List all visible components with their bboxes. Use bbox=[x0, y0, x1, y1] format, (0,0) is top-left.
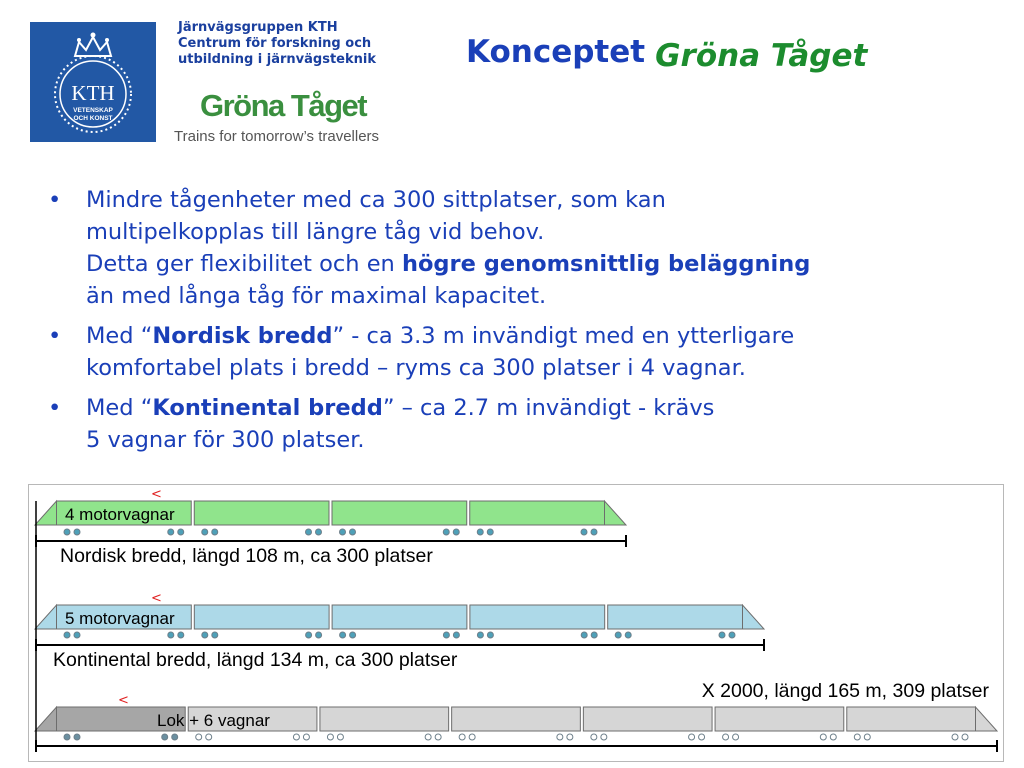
wheel bbox=[425, 734, 431, 740]
train-unit-label: 4 motorvagnar bbox=[65, 505, 175, 524]
train-car bbox=[583, 707, 712, 731]
wheel bbox=[74, 734, 80, 740]
wheel bbox=[581, 529, 587, 535]
wheel bbox=[962, 734, 968, 740]
train-car bbox=[320, 707, 449, 731]
wheel bbox=[162, 734, 168, 740]
chevron-marker: < bbox=[151, 591, 162, 606]
org-line-1: Järnvägsgruppen KTH bbox=[178, 20, 338, 35]
wheel bbox=[601, 734, 607, 740]
wheel bbox=[469, 734, 475, 740]
wheel bbox=[820, 734, 826, 740]
bullet-marker: • bbox=[48, 395, 62, 421]
bullet-1-emphasis: högre genomsnittlig beläggning bbox=[401, 251, 811, 277]
train-comparison-diagram bbox=[28, 484, 1004, 762]
train-nose-front bbox=[35, 605, 57, 629]
bullet-2-post: ” - ca 3.3 m invändigt med en ytterligare bbox=[332, 323, 795, 349]
wheel bbox=[350, 529, 356, 535]
train-caption: X 2000, längd 165 m, 309 platser bbox=[701, 680, 989, 702]
wheel bbox=[196, 734, 202, 740]
bullet-1-line-4: än med långa tåg för maximal kapacitet. bbox=[86, 283, 547, 309]
wheel bbox=[168, 632, 174, 638]
bullet-item bbox=[48, 184, 1008, 312]
bullet-1-line-3-text: Detta ger flexibilitet och en bbox=[86, 251, 402, 277]
wheel bbox=[699, 734, 705, 740]
wheel bbox=[459, 734, 465, 740]
wheel bbox=[64, 632, 70, 638]
bullet-3-pre: Med “ bbox=[86, 395, 153, 421]
wheel bbox=[719, 632, 725, 638]
wheel bbox=[567, 734, 573, 740]
train-nose-rear bbox=[605, 501, 627, 525]
wheel bbox=[689, 734, 695, 740]
wheel bbox=[477, 632, 483, 638]
wheel bbox=[303, 734, 309, 740]
org-line-2: Centrum för forskning och bbox=[178, 36, 372, 51]
wheel bbox=[340, 529, 346, 535]
train-car bbox=[715, 707, 844, 731]
bullet-1-line-2: multipelkopplas till längre tåg vid behov. bbox=[86, 219, 545, 245]
wheel bbox=[729, 632, 735, 638]
chevron-marker: < bbox=[118, 693, 129, 708]
kth-logo bbox=[30, 22, 156, 142]
brand-logo-text: Gröna Tåget bbox=[200, 88, 367, 123]
wheel bbox=[202, 632, 208, 638]
wheel bbox=[581, 632, 587, 638]
wheel bbox=[340, 632, 346, 638]
crown-icon bbox=[75, 33, 111, 57]
wheel bbox=[172, 734, 178, 740]
train-caption: Kontinental bredd, längd 134 m, ca 300 platser bbox=[53, 649, 458, 671]
bullet-item bbox=[48, 392, 1008, 456]
train-car bbox=[847, 707, 976, 731]
bullet-3-line-1 bbox=[86, 392, 1008, 424]
wheel bbox=[64, 734, 70, 740]
wheel bbox=[615, 632, 621, 638]
wheel bbox=[830, 734, 836, 740]
bullet-3-post: ” – ca 2.7 m invändigt - krävs bbox=[382, 395, 715, 421]
wheel bbox=[487, 529, 493, 535]
wheel bbox=[327, 734, 333, 740]
wheel bbox=[306, 632, 312, 638]
kth-logo-line2: OCH KONST bbox=[73, 115, 113, 122]
wheel bbox=[443, 529, 449, 535]
wheel bbox=[723, 734, 729, 740]
wheel bbox=[591, 632, 597, 638]
train-unit-label: 5 motorvagnar bbox=[65, 609, 175, 628]
wheel bbox=[733, 734, 739, 740]
wheel bbox=[337, 734, 343, 740]
wheel bbox=[591, 734, 597, 740]
kth-logo-line1: VETENSKAP bbox=[73, 107, 113, 114]
train-car bbox=[332, 501, 467, 525]
wheel bbox=[557, 734, 563, 740]
org-name bbox=[178, 20, 376, 68]
wheel bbox=[625, 632, 631, 638]
train-car bbox=[332, 605, 467, 629]
title-sub: Gröna Tåget bbox=[655, 38, 868, 74]
chevron-marker: < bbox=[151, 487, 162, 502]
wheel bbox=[202, 529, 208, 535]
train-caption: Nordisk bredd, längd 108 m, ca 300 platser bbox=[60, 545, 433, 567]
wheel bbox=[306, 529, 312, 535]
wheel bbox=[74, 529, 80, 535]
wheel bbox=[453, 632, 459, 638]
wheel bbox=[952, 734, 958, 740]
brand-tagline: Trains for tomorrow’s travellers bbox=[174, 128, 380, 145]
train-car bbox=[194, 605, 329, 629]
bullet-3-line-2: 5 vagnar för 300 platser. bbox=[86, 427, 365, 453]
train-nose-rear bbox=[743, 605, 765, 629]
bullet-1-line-1: Mindre tågenheter med ca 300 sittplatser, som kan bbox=[86, 187, 666, 213]
bullet-list bbox=[48, 184, 1008, 464]
page-title bbox=[466, 34, 868, 74]
train-car bbox=[470, 605, 605, 629]
bullet-2-pre: Med “ bbox=[86, 323, 153, 349]
train-nose-rear bbox=[976, 707, 998, 731]
train-car bbox=[608, 605, 743, 629]
bullet-2-line-1 bbox=[86, 320, 1008, 352]
wheel bbox=[316, 529, 322, 535]
wheel bbox=[293, 734, 299, 740]
wheel bbox=[212, 632, 218, 638]
bullet-2-emphasis: Nordisk bredd bbox=[152, 323, 333, 349]
wheel bbox=[435, 734, 441, 740]
org-line-3: utbildning i järnvägsteknik bbox=[178, 52, 376, 67]
wheel bbox=[591, 529, 597, 535]
title-main: Konceptet bbox=[466, 34, 646, 70]
bullet-marker: • bbox=[48, 187, 62, 213]
wheel bbox=[178, 632, 184, 638]
wheel bbox=[487, 632, 493, 638]
wheel bbox=[854, 734, 860, 740]
bullet-2-line-2: komfortabel plats i bredd – ryms ca 300 platser i 4 vagnar. bbox=[86, 355, 746, 381]
wheel bbox=[453, 529, 459, 535]
wheel bbox=[178, 529, 184, 535]
bullet-marker: • bbox=[48, 323, 62, 349]
wheel bbox=[477, 529, 483, 535]
bullet-1-line-3 bbox=[86, 248, 1008, 280]
wheel bbox=[206, 734, 212, 740]
kth-logo-name: KTH bbox=[71, 81, 115, 105]
train-car bbox=[470, 501, 605, 525]
wheel bbox=[212, 529, 218, 535]
wheel bbox=[316, 632, 322, 638]
bullet-item bbox=[48, 320, 1008, 384]
wheel bbox=[74, 632, 80, 638]
train-car bbox=[194, 501, 329, 525]
wheel bbox=[168, 529, 174, 535]
train-unit-label: Lok + 6 vagnar bbox=[157, 711, 270, 730]
wheel bbox=[443, 632, 449, 638]
train-nose-front bbox=[35, 501, 57, 525]
wheel bbox=[864, 734, 870, 740]
wheel bbox=[350, 632, 356, 638]
train-diagram-svg bbox=[29, 485, 1003, 761]
train-car bbox=[452, 707, 581, 731]
bullet-3-emphasis: Kontinental bredd bbox=[152, 395, 383, 421]
wheel bbox=[64, 529, 70, 535]
train-nose-front bbox=[35, 707, 57, 731]
